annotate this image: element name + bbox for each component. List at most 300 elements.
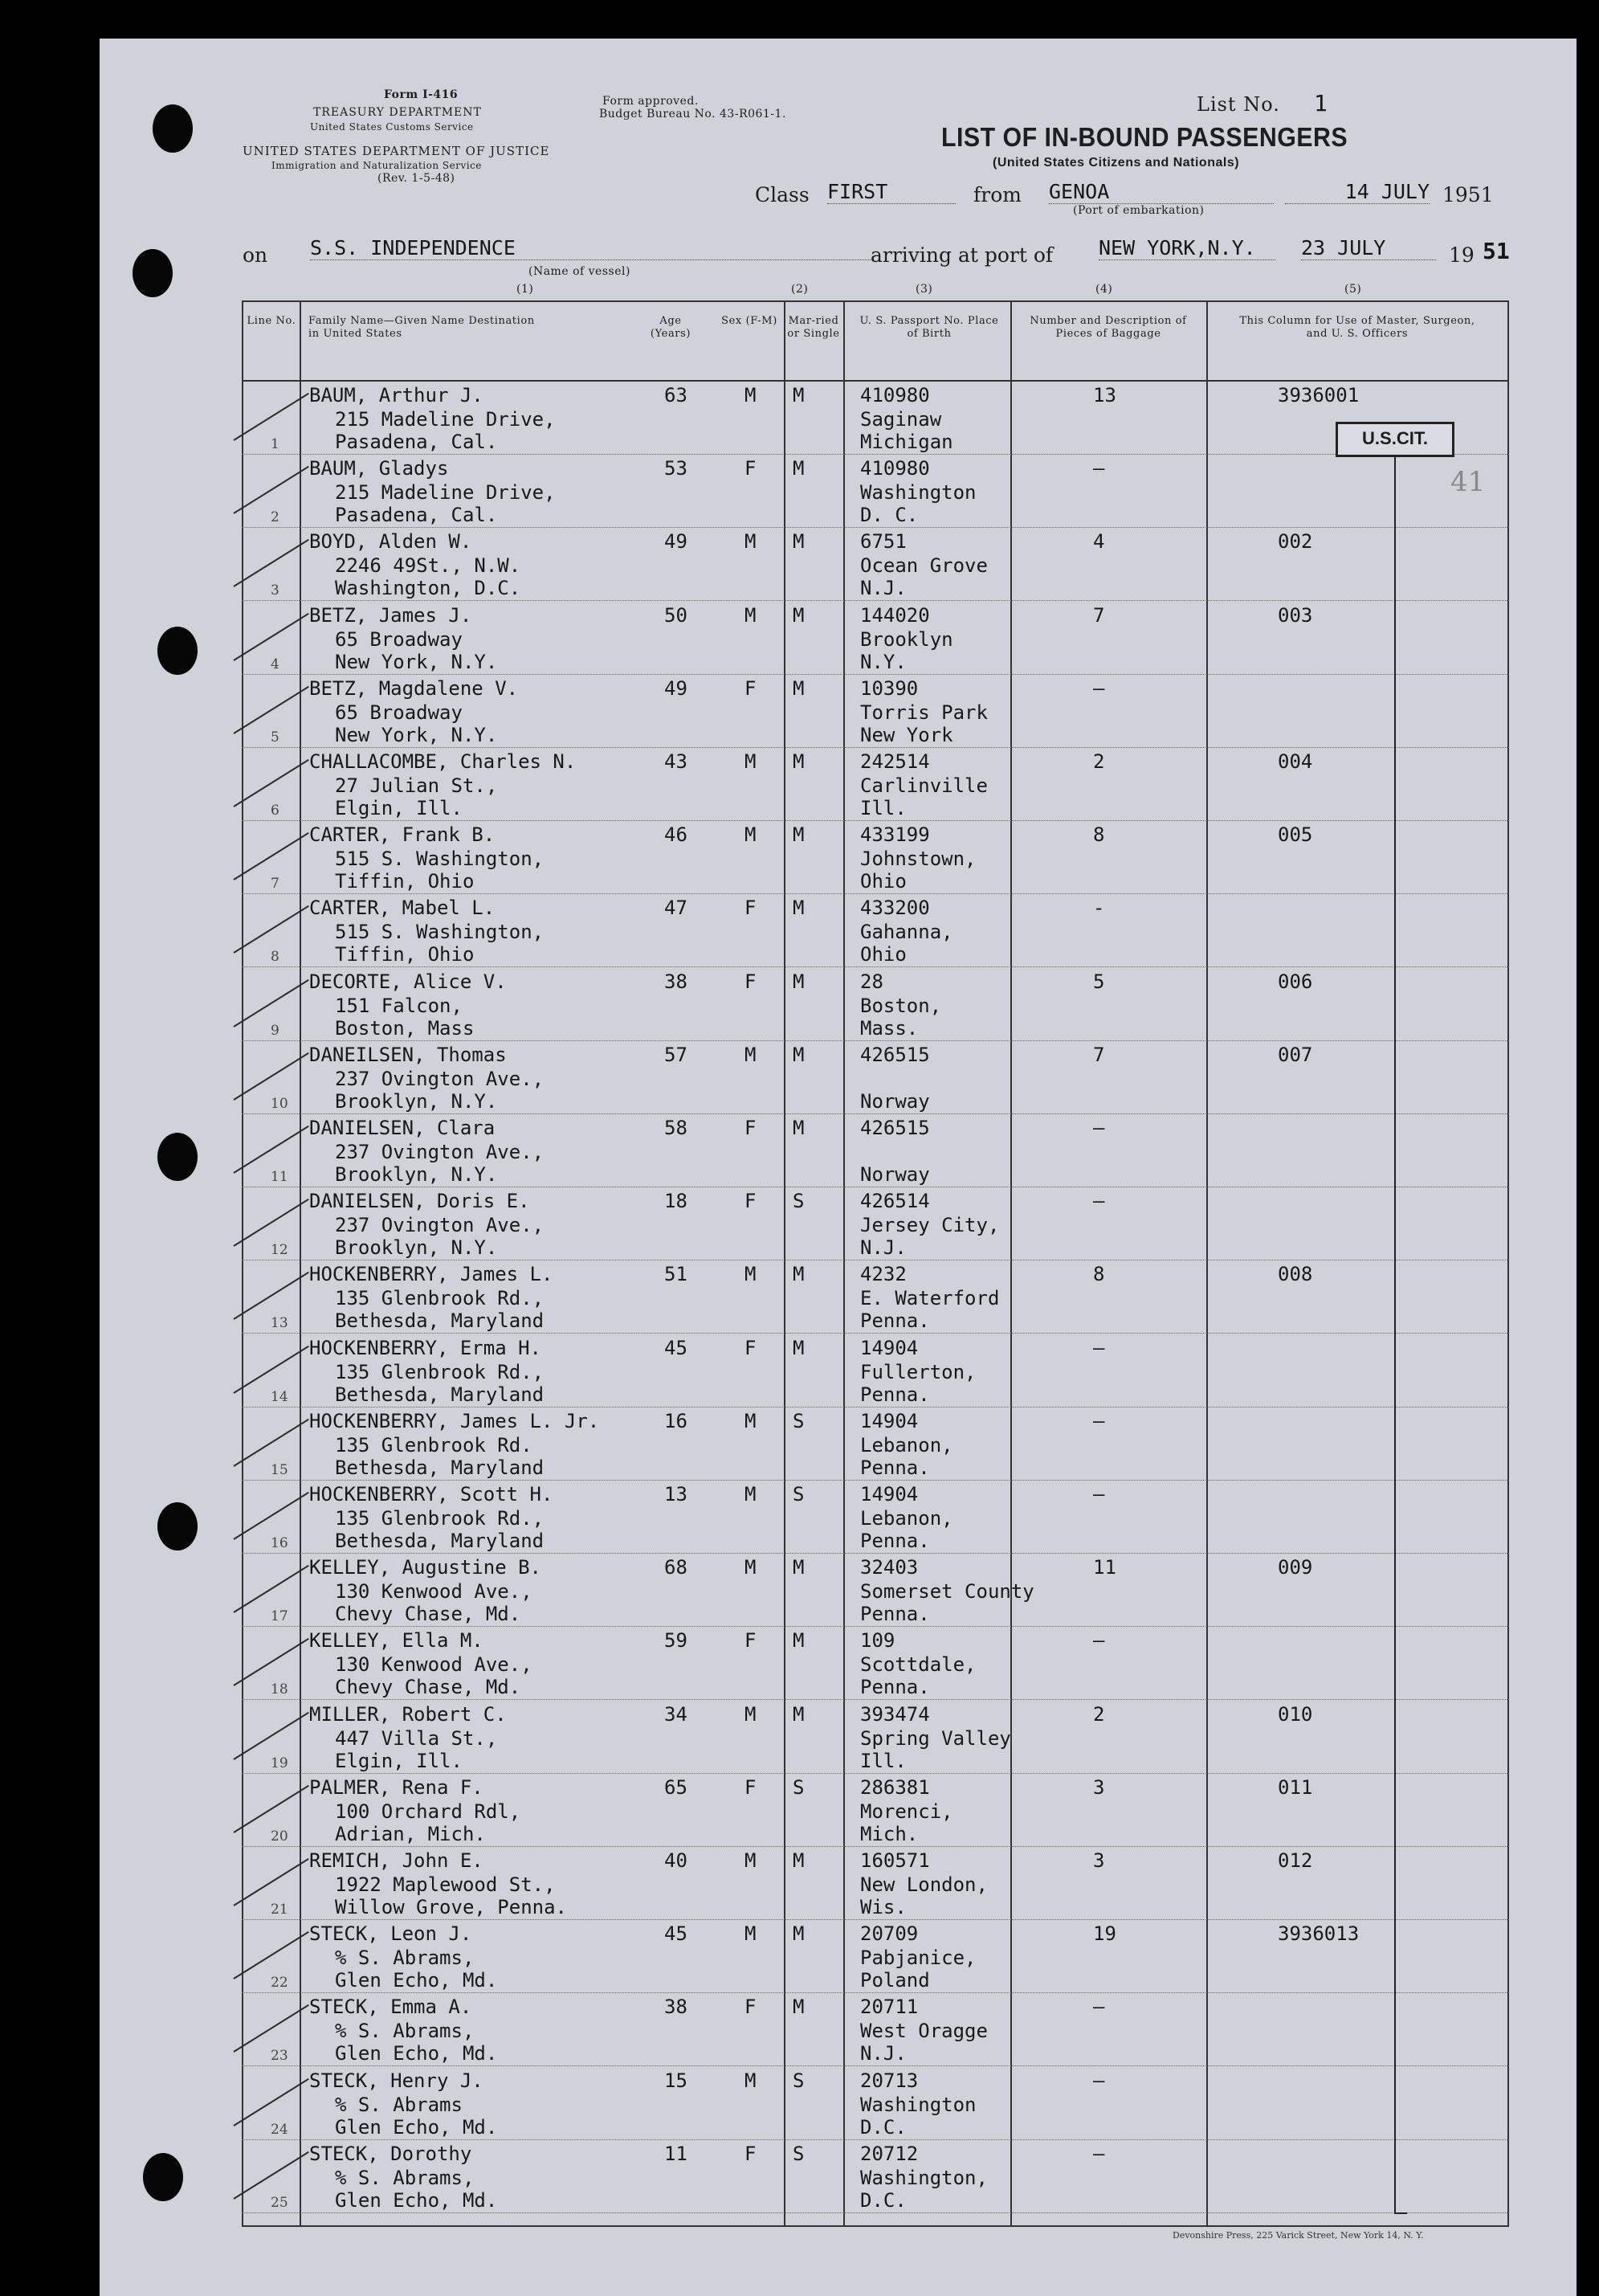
- passenger-sex: M: [744, 1043, 757, 1066]
- birthplace-line2: N.J.: [860, 577, 907, 600]
- passenger-city: Tiffin, Ohio: [335, 870, 475, 893]
- passenger-address: 237 Ovington Ave.,: [335, 1141, 545, 1163]
- check-mark: [233, 539, 308, 587]
- passport-number: 6751: [860, 530, 907, 554]
- list-no-label: List No.: [1197, 93, 1280, 116]
- passenger-name: CHALLACOMBE, Charles N.: [309, 750, 577, 773]
- passenger-address: 515 S. Washington,: [335, 848, 545, 871]
- line-number: 4: [271, 656, 279, 672]
- arrival-port: NEW YORK,N.Y.: [1099, 236, 1275, 260]
- passenger-city: Glen Echo, Md.: [335, 2115, 498, 2139]
- baggage-count: —: [1093, 1996, 1105, 2019]
- check-mark: [233, 1199, 308, 1247]
- passenger-city: Boston, Mass: [335, 1016, 475, 1040]
- baggage-count: —: [1093, 1117, 1105, 1139]
- passenger-city: Chevy Chase, Md.: [335, 1603, 521, 1626]
- marital-status: M: [793, 384, 805, 406]
- line-number: 15: [271, 1461, 288, 1478]
- birthplace-line2: Norway: [860, 1089, 930, 1113]
- birthplace-line1: E. Waterford: [860, 1287, 1000, 1310]
- arriving-label: arriving at port of: [871, 243, 1054, 267]
- table-row: [242, 455, 1509, 528]
- table-row: [242, 1993, 1509, 2066]
- table-row: [242, 821, 1509, 894]
- justice-dept: UNITED STATES DEPARTMENT OF JUSTICE: [243, 144, 550, 158]
- header-name: Family Name—Given Name Destination in United States: [308, 315, 535, 340]
- birthplace-line1: New London,: [860, 1873, 988, 1896]
- birthplace-line1: Scottdale,: [860, 1653, 977, 1677]
- check-mark: [233, 1419, 308, 1467]
- passenger-name: KELLEY, Ella M.: [309, 1629, 483, 1653]
- passenger-sex: M: [744, 823, 757, 847]
- passenger-name: BETZ, James J.: [309, 603, 472, 627]
- passenger-age: 65: [664, 1775, 687, 1799]
- passenger-address: 237 Ovington Ave.,: [335, 1214, 545, 1237]
- departure-date: 14 JULY: [1285, 180, 1430, 204]
- birthplace-line2: Norway: [860, 1163, 930, 1186]
- table-row: [242, 748, 1509, 821]
- passport-number: 410980: [860, 457, 930, 480]
- marital-status: M: [793, 1922, 805, 1946]
- passenger-address: 135 Glenbrook Rd.,: [335, 1507, 545, 1530]
- binder-hole: [157, 1502, 198, 1550]
- passenger-sex: M: [744, 1409, 757, 1432]
- passenger-city: Elgin, Ill.: [335, 1749, 463, 1772]
- passenger-city: Adrian, Mich.: [335, 1822, 486, 1845]
- passenger-city: Brooklyn, N.Y.: [335, 1163, 498, 1186]
- passenger-address: % S. Abrams,: [335, 2020, 475, 2043]
- marital-status: M: [793, 1556, 805, 1579]
- birthplace-line2: Michigan: [860, 431, 953, 453]
- birthplace-line1: Ocean Grove: [860, 554, 988, 578]
- marital-status: S: [793, 2069, 805, 2092]
- marital-status: S: [793, 2142, 805, 2165]
- passport-number: 393474: [860, 1702, 930, 1726]
- birthplace-line2: Penna.: [860, 1530, 930, 1552]
- passport-number: 426515: [860, 1043, 930, 1066]
- document-title: LIST OF IN-BOUND PASSENGERS: [941, 122, 1348, 152]
- col-num-5: (5): [1344, 283, 1362, 296]
- birthplace-line2: Penna.: [860, 1383, 930, 1406]
- check-mark: [233, 832, 308, 880]
- baggage-count: —: [1093, 2142, 1105, 2165]
- birthplace-line2: Ohio: [860, 943, 907, 966]
- passenger-address: 2246 49St., N.W.: [335, 554, 521, 578]
- baggage-count: —: [1093, 2069, 1105, 2092]
- passport-number: 4232: [860, 1263, 907, 1286]
- passenger-name: HOCKENBERRY, Erma H.: [309, 1336, 541, 1359]
- marital-status: M: [793, 1263, 805, 1286]
- marital-status: M: [793, 530, 805, 554]
- passenger-name: BAUM, Arthur J.: [309, 384, 483, 406]
- margin-note: 41: [1450, 466, 1486, 498]
- baggage-count: 5: [1093, 970, 1105, 993]
- passenger-name: STECK, Dorothy: [309, 2142, 472, 2165]
- birthplace-line1: Jersey City,: [860, 1214, 1000, 1237]
- table-row: [242, 1187, 1509, 1260]
- class-label: Class: [755, 183, 810, 206]
- passenger-address: 65 Broadway: [335, 701, 463, 724]
- passenger-sex: F: [744, 1336, 757, 1359]
- passenger-age: 45: [664, 1336, 687, 1359]
- us-citizen-stamp: U.S.CIT.: [1336, 422, 1454, 457]
- birthplace-line2: New York: [860, 723, 953, 746]
- check-mark: [233, 905, 308, 954]
- table-row: [242, 1774, 1509, 1847]
- birthplace-line1: Gahanna,: [860, 921, 953, 944]
- passenger-address: 215 Madeline Drive,: [335, 481, 556, 505]
- passenger-city: New York, N.Y.: [335, 723, 498, 746]
- birthplace-line1: Lebanon,: [860, 1507, 953, 1530]
- check-mark: [233, 1711, 308, 1759]
- marital-status: S: [793, 1190, 805, 1213]
- passport-number: 20713: [860, 2069, 919, 2092]
- check-mark: [233, 978, 308, 1027]
- check-mark: [233, 1858, 308, 1906]
- marital-status: S: [793, 1775, 805, 1799]
- officer-number: 3936013: [1278, 1922, 1360, 1946]
- birthplace-line2: Mich.: [860, 1822, 919, 1845]
- passenger-sex: M: [744, 2069, 757, 2092]
- check-mark: [233, 1638, 308, 1686]
- baggage-count: —: [1093, 676, 1105, 700]
- from-label: from: [973, 183, 1022, 206]
- baggage-count: 13: [1093, 384, 1116, 406]
- line-number: 3: [271, 582, 279, 599]
- line-number: 17: [271, 1608, 288, 1625]
- birthplace-line1: Pabjanice,: [860, 1947, 977, 1970]
- passenger-address: 135 Glenbrook Rd.,: [335, 1287, 545, 1310]
- birthplace-line1: Washington,: [860, 2166, 988, 2189]
- line-number: 5: [271, 729, 279, 746]
- marital-status: S: [793, 1409, 805, 1432]
- table-row: [242, 1260, 1509, 1334]
- passenger-sex: M: [744, 384, 757, 406]
- budget-bureau-no: Budget Bureau No. 43-R061-1.: [599, 108, 786, 121]
- line-number: 8: [271, 949, 279, 966]
- passenger-name: STECK, Emma A.: [309, 1996, 472, 2019]
- header-passport: U. S. Passport No. Place of Birth: [859, 315, 999, 340]
- marital-status: M: [793, 457, 805, 480]
- table-row: [242, 675, 1509, 748]
- check-mark: [233, 1492, 308, 1540]
- port-embarkation-note: (Port of embarkation): [1073, 204, 1205, 217]
- binder-hole: [157, 627, 198, 675]
- passenger-name: KELLEY, Augustine B.: [309, 1556, 541, 1579]
- col-num-3: (3): [916, 283, 933, 296]
- passenger-sex: F: [744, 1775, 757, 1799]
- table-row: [242, 528, 1509, 601]
- check-mark: [233, 1345, 308, 1393]
- baggage-count: 8: [1093, 1263, 1105, 1286]
- passenger-sex: F: [744, 1190, 757, 1213]
- baggage-count: 7: [1093, 603, 1105, 627]
- officer-number: 012: [1278, 1849, 1313, 1872]
- passenger-city: Bethesda, Maryland: [335, 1383, 545, 1406]
- officer-number: 009: [1278, 1556, 1313, 1579]
- passport-number: 144020: [860, 603, 930, 627]
- baggage-count: 4: [1093, 530, 1105, 554]
- birthplace-line2: Ill.: [860, 797, 907, 819]
- baggage-count: 7: [1093, 1043, 1105, 1066]
- marital-status: M: [793, 1336, 805, 1359]
- passenger-age: 38: [664, 970, 687, 993]
- passenger-city: Pasadena, Cal.: [335, 431, 498, 453]
- passenger-age: 57: [664, 1043, 687, 1066]
- check-mark: [233, 2004, 308, 2053]
- passenger-name: HOCKENBERRY, James L. Jr.: [309, 1409, 600, 1432]
- passenger-address: % S. Abrams,: [335, 1947, 475, 1970]
- check-mark: [233, 2151, 308, 2200]
- birthplace-line1: Washington: [860, 2093, 977, 2116]
- passenger-address: 1922 Maplewood St.,: [335, 1873, 556, 1896]
- passenger-age: 45: [664, 1922, 687, 1946]
- passenger-name: PALMER, Rena F.: [309, 1775, 483, 1799]
- passenger-sex: M: [744, 750, 757, 773]
- birthplace-line1: Somerset County: [860, 1580, 1034, 1604]
- passenger-city: Bethesda, Maryland: [335, 1309, 545, 1333]
- passenger-age: 40: [664, 1849, 687, 1872]
- check-mark: [233, 759, 308, 807]
- line-number: 24: [271, 2121, 288, 2138]
- table-row: [242, 1041, 1509, 1114]
- baggage-count: 2: [1093, 750, 1105, 773]
- passenger-address: 515 S. Washington,: [335, 921, 545, 944]
- passenger-name: BAUM, Gladys: [309, 457, 449, 480]
- passenger-sex: F: [744, 2142, 757, 2165]
- check-mark: [233, 1565, 308, 1613]
- passenger-age: 49: [664, 676, 687, 700]
- passenger-city: Brooklyn, N.Y.: [335, 1089, 498, 1113]
- passenger-name: BETZ, Magdalene V.: [309, 676, 519, 700]
- passenger-age: 63: [664, 384, 687, 406]
- passenger-sex: F: [744, 1629, 757, 1653]
- line-number: 14: [271, 1388, 288, 1405]
- birthplace-line1: Boston,: [860, 994, 942, 1017]
- passenger-sex: F: [744, 457, 757, 480]
- passenger-age: 58: [664, 1117, 687, 1139]
- passenger-age: 15: [664, 2069, 687, 2092]
- line-number: 13: [271, 1315, 288, 1332]
- birthplace-line1: Washington: [860, 481, 977, 505]
- passenger-age: 68: [664, 1556, 687, 1579]
- check-mark: [233, 1052, 308, 1101]
- passenger-name: HOCKENBERRY, James L.: [309, 1263, 553, 1286]
- passenger-city: New York, N.Y.: [335, 650, 498, 673]
- marital-status: M: [793, 676, 805, 700]
- passenger-sex: M: [744, 1483, 757, 1505]
- table-row: [242, 1847, 1509, 1920]
- passenger-address: 237 Ovington Ave.,: [335, 1067, 545, 1090]
- baggage-count: 11: [1093, 1556, 1116, 1579]
- passenger-address: 447 Villa St.,: [335, 1726, 498, 1750]
- passport-number: 14904: [860, 1483, 919, 1505]
- passenger-age: 16: [664, 1409, 687, 1432]
- line-number: 19: [271, 1755, 288, 1771]
- passport-number: 286381: [860, 1775, 930, 1799]
- passenger-address: 135 Glenbrook Rd.: [335, 1433, 532, 1456]
- line-number: 21: [271, 1902, 288, 1918]
- passenger-name: BOYD, Alden W.: [309, 530, 472, 554]
- birthplace-line2: D.C.: [860, 2188, 907, 2212]
- passenger-age: 46: [664, 823, 687, 847]
- passenger-city: Brooklyn, N.Y.: [335, 1236, 498, 1260]
- passenger-city: Washington, D.C.: [335, 577, 521, 600]
- marital-status: M: [793, 603, 805, 627]
- passenger-sex: F: [744, 676, 757, 700]
- birthplace-line2: Penna.: [860, 1676, 930, 1699]
- passenger-sex: F: [744, 1117, 757, 1139]
- passport-number: 109: [860, 1629, 895, 1653]
- birthplace-line2: Penna.: [860, 1456, 930, 1479]
- passenger-name: STECK, Leon J.: [309, 1922, 472, 1946]
- passenger-sex: M: [744, 1922, 757, 1946]
- birthplace-line1: Johnstown,: [860, 848, 977, 871]
- marital-status: M: [793, 1043, 805, 1066]
- header-baggage: Number and Description of Pieces of Baggage: [1030, 315, 1187, 340]
- birthplace-line2: N.J.: [860, 2042, 907, 2065]
- table-row: [242, 1920, 1509, 1993]
- passenger-age: 34: [664, 1702, 687, 1726]
- passenger-name: DANIELSEN, Clara: [309, 1117, 496, 1139]
- passport-number: 426515: [860, 1117, 930, 1139]
- baggage-count: 19: [1093, 1922, 1116, 1946]
- baggage-count: —: [1093, 457, 1105, 480]
- passenger-name: DANEILSEN, Thomas: [309, 1043, 507, 1066]
- passenger-city: Tiffin, Ohio: [335, 943, 475, 966]
- line-number: 18: [271, 1681, 288, 1698]
- binder-hole: [143, 2153, 183, 2201]
- marital-status: M: [793, 897, 805, 920]
- marital-status: M: [793, 970, 805, 993]
- line-number: 9: [271, 1022, 279, 1039]
- departure-year: 1951: [1442, 183, 1494, 206]
- birthplace-line1: Brooklyn: [860, 627, 953, 651]
- line-number: 12: [271, 1242, 288, 1259]
- officer-number: 002: [1278, 530, 1313, 554]
- baggage-count: —: [1093, 1409, 1105, 1432]
- birthplace-line1: Torris Park: [860, 701, 988, 724]
- table-row: [242, 968, 1509, 1041]
- marital-status: M: [793, 1629, 805, 1653]
- col-num-2: (2): [791, 283, 809, 296]
- line-number: 6: [271, 803, 279, 819]
- passenger-address: % S. Abrams: [335, 2093, 463, 2116]
- passport-number: 20712: [860, 2142, 919, 2165]
- passenger-city: Chevy Chase, Md.: [335, 1676, 521, 1699]
- check-mark: [233, 1931, 308, 1979]
- passenger-name: HOCKENBERRY, Scott H.: [309, 1483, 553, 1505]
- line-number: 23: [271, 2048, 288, 2065]
- line-number: 7: [271, 876, 279, 893]
- birthplace-line2: Mass.: [860, 1016, 919, 1040]
- baggage-count: —: [1093, 1190, 1105, 1213]
- line-number: 25: [271, 2194, 288, 2211]
- birthplace-line2: Penna.: [860, 1309, 930, 1333]
- check-mark: [233, 466, 308, 514]
- check-mark: [233, 1785, 308, 1833]
- check-mark: [233, 686, 308, 734]
- baggage-count: —: [1093, 1629, 1105, 1653]
- form-approved: Form approved.: [602, 95, 699, 108]
- check-mark: [233, 1272, 308, 1320]
- form-number: Form I-416: [384, 88, 459, 101]
- class-value: FIRST: [827, 180, 956, 204]
- header-sex: Sex (F-M): [721, 315, 777, 327]
- passenger-address: % S. Abrams,: [335, 2166, 475, 2189]
- ins-service: Immigration and Naturalization Service: [271, 160, 482, 171]
- table-row: [242, 1481, 1509, 1554]
- passenger-address: 27 Julian St.,: [335, 774, 498, 797]
- officer-number: 007: [1278, 1043, 1313, 1066]
- table-row: [242, 894, 1509, 967]
- vessel-note: (Name of vessel): [528, 265, 630, 278]
- baggage-count: 8: [1093, 823, 1105, 847]
- passenger-sex: F: [744, 897, 757, 920]
- passenger-sex: M: [744, 1702, 757, 1726]
- passenger-city: Willow Grove, Penna.: [335, 1896, 567, 1918]
- treasury-dept: TREASURY DEPARTMENT: [313, 106, 482, 119]
- table-row: [242, 1627, 1509, 1700]
- passenger-sex: M: [744, 1263, 757, 1286]
- passport-number: 20711: [860, 1996, 919, 2019]
- passenger-sex: F: [744, 1996, 757, 2019]
- passenger-sex: M: [744, 1556, 757, 1579]
- arrival-year: 51: [1483, 238, 1510, 264]
- from-port-value: GENOA: [1049, 180, 1274, 204]
- marital-status: M: [793, 750, 805, 773]
- birthplace-line2: D. C.: [860, 504, 919, 527]
- birthplace-line2: N.Y.: [860, 650, 907, 673]
- officer-number: 011: [1278, 1775, 1313, 1799]
- passenger-name: MILLER, Robert C.: [309, 1702, 507, 1726]
- passenger-city: Bethesda, Maryland: [335, 1456, 545, 1479]
- officer-number: 004: [1278, 750, 1313, 773]
- birthplace-line2: Ohio: [860, 870, 907, 893]
- passenger-address: 65 Broadway: [335, 627, 463, 651]
- birthplace-line1: Spring Valley: [860, 1726, 1011, 1750]
- passenger-age: 59: [664, 1629, 687, 1653]
- passport-number: 10390: [860, 676, 919, 700]
- passenger-age: 47: [664, 897, 687, 920]
- passport-number: 426514: [860, 1190, 930, 1213]
- line-number: 11: [271, 1169, 288, 1185]
- passenger-address: 215 Madeline Drive,: [335, 408, 556, 431]
- on-label: on: [243, 243, 268, 267]
- marital-status: M: [793, 1117, 805, 1139]
- line-number: 10: [271, 1095, 288, 1112]
- passenger-name: STECK, Henry J.: [309, 2069, 483, 2092]
- passenger-address: 130 Kenwood Ave.,: [335, 1580, 532, 1604]
- passport-number: 433200: [860, 897, 930, 920]
- passenger-sex: M: [744, 530, 757, 554]
- table-row: [242, 2140, 1509, 2213]
- revision-date: (Rev. 1-5-48): [377, 172, 455, 185]
- passenger-address: 130 Kenwood Ave.,: [335, 1653, 532, 1677]
- birthplace-line1: Saginaw: [860, 408, 942, 431]
- passenger-age: 53: [664, 457, 687, 480]
- passenger-age: 49: [664, 530, 687, 554]
- header-officers: This Column for Use of Master, Surgeon, and U. S. Officers: [1239, 315, 1475, 340]
- baggage-count: 3: [1093, 1775, 1105, 1799]
- binder-hole: [133, 249, 173, 297]
- passenger-age: 11: [664, 2142, 687, 2165]
- passenger-city: Elgin, Ill.: [335, 797, 463, 819]
- birthplace-line2: N.J.: [860, 1236, 907, 1260]
- passenger-age: 18: [664, 1190, 687, 1213]
- passport-number: 242514: [860, 750, 930, 773]
- passenger-age: 38: [664, 1996, 687, 2019]
